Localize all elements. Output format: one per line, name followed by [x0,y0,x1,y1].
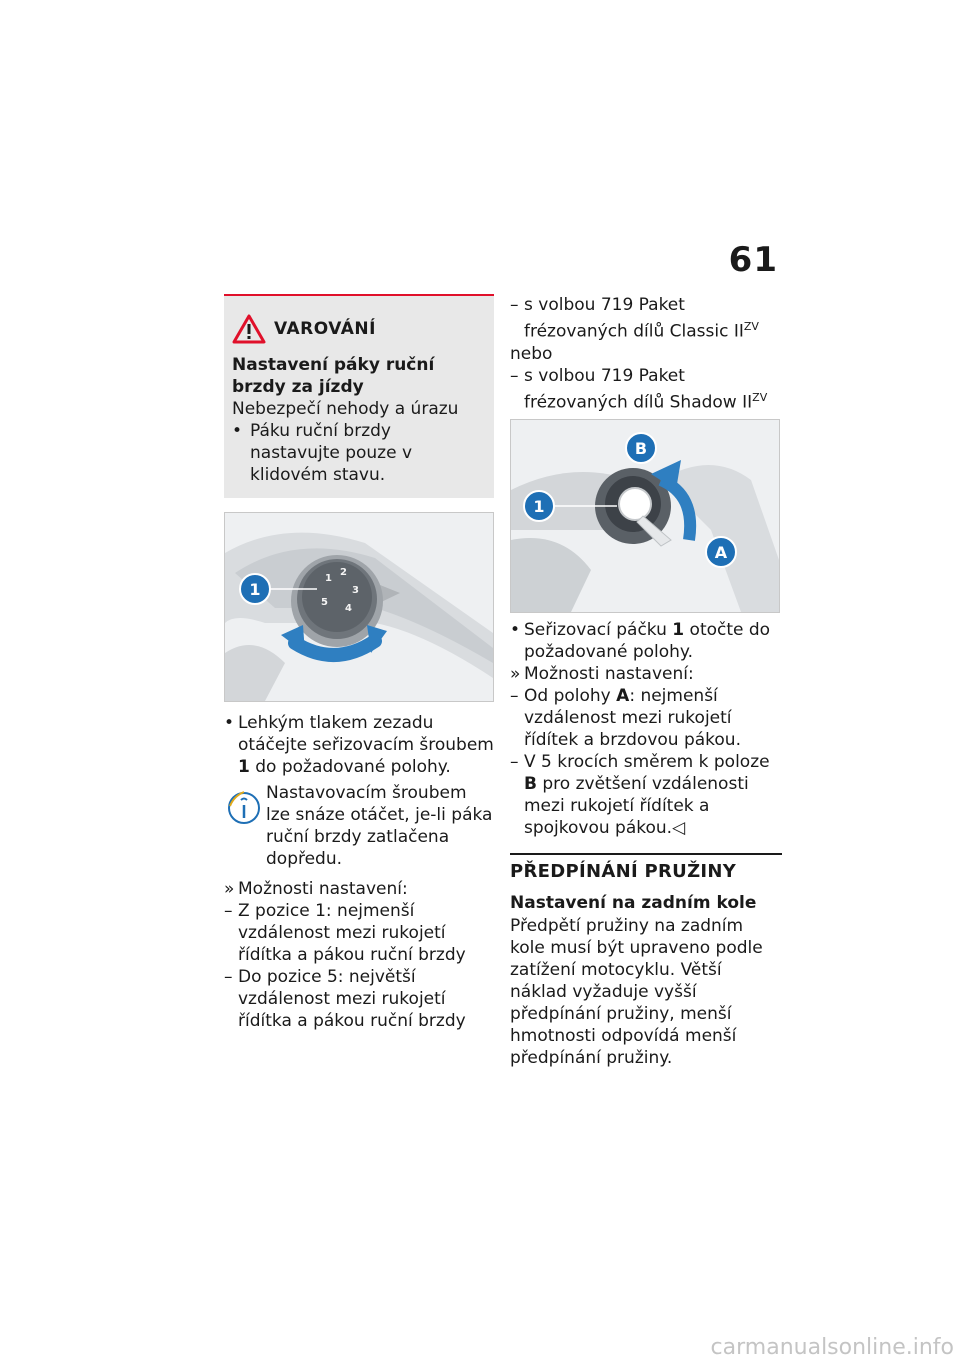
watermark: carmanualsonline.info [710,1335,954,1360]
warning-instruction [232,420,484,486]
dial-number-3: 3 [352,585,359,596]
brake-lever-illustration [225,513,493,701]
figure2-callout-a: A [714,543,728,563]
bullet-mark: • [232,421,243,441]
right-column [510,294,782,1069]
result-mark: » [224,879,235,899]
variant1-text: s volbou 719 Paket frézovaných dílů Classic II [524,295,744,342]
dash-mark: – [510,686,519,707]
step-ref: 1 [672,620,685,641]
result-text-right: Možnosti nastavení: [524,664,694,685]
warning-subtitle: Nastavení páky ruční brzdy za jízdy [232,355,435,397]
opt2-text-a: V 5 krocích směrem k poloze [524,752,770,773]
bullet-mark: • [510,620,521,641]
figure2-callout-b: B [634,439,648,459]
dial-number-1: 1 [325,573,332,584]
info-note [224,782,494,870]
variant-classic [510,294,782,343]
option-position-5 [224,966,494,1032]
opt1-text-b: : nejmenší vzdálenost mezi rukojetí řídítek a brzdovou pákou. [524,686,741,751]
result-mark: » [510,664,521,685]
dash-mark: – [510,295,519,315]
variant-shadow [510,365,782,414]
step-turn-lever [510,619,782,663]
dash-mark: – [224,901,233,921]
end-mark: ◁ [672,818,686,839]
option-position-1 [224,900,494,966]
dial-number-5: 5 [321,597,328,608]
section-title: PŘEDPÍNÁNÍ PRUŽINY [510,861,737,883]
section-body: Předpětí pružiny na zadním kole musí být upraveno podle zatížení motocyklu. Větší náklad vyžaduje vyšší předpínání pružiny, menší hmotnosti odpovídá menší předpínání pružiny. [510,916,763,1069]
info-icon [224,786,264,826]
figure-adjusting-lever [510,419,780,613]
bullet-mark: • [224,713,235,733]
warning-title: VAROVÁNÍ [274,319,376,339]
step-text-a: Seřizovací páčku [524,620,667,641]
option2-text: Do pozice 5: největší vzdálenost mezi rukojetí řídítka a pákou ruční brzdy [238,967,466,1031]
warning-hazard: Nebezpečí nehody a úrazu [232,399,459,419]
step1-ref: 1 [238,757,250,777]
warning-header [232,314,484,344]
result-options-right [510,663,782,685]
section-subtitle: Nastavení na zadním kole [510,893,757,914]
warning-instruction-text: Páku ruční brzdy nastavujte pouze v klidovém stavu. [250,421,413,485]
section-spring-preload [510,853,782,1069]
option-to-b [510,751,782,839]
dial-number-2: 2 [340,567,347,578]
step-text-b: otočte do požadované polohy. [524,620,771,663]
adjusting-lever-illustration [511,420,779,612]
dash-mark: – [224,967,233,987]
result-text: Možnosti nastavení: [238,879,408,899]
left-column [224,294,494,1032]
dash-mark: – [510,365,519,386]
option1-text: Z pozice 1: nejmenší vzdálenost mezi rukojetí řídítka a pákou ruční brzdy [238,901,466,965]
variant1-sup: ZV [743,320,759,333]
dial-number-4: 4 [345,603,352,614]
figure-brake-lever-dial [224,512,494,702]
variant-or: nebo [510,343,553,364]
warning-triangle-icon [232,314,266,344]
step1-text-a: Lehkým tlakem zezadu otáčejte seřizovacím šroubem [238,713,494,755]
figure2-callout-1: 1 [533,497,545,517]
opt2-ref: B [524,774,537,795]
page-number: 61 [728,240,778,280]
opt1-text-a: Od polohy [524,686,611,707]
variant2-sup: ZV [752,390,768,404]
info-text: Nastavovacím šroubem lze snáze otáčet, je-li páka ruční brzdy zatlačena dopředu. [266,783,493,869]
dash-mark: – [510,752,519,773]
figure1-callout-1: 1 [249,580,261,599]
warning-box [224,294,494,498]
variant2-text: s volbou 719 Paket frézovaných dílů Shadow II [524,365,753,413]
opt2-text-b: pro zvětšení vzdálenosti mezi rukojetí řídítek a spojkovou pákou. [524,774,749,839]
option-from-a [510,685,782,751]
result-options [224,878,494,900]
step1-text-b: do požadované polohy. [255,757,451,777]
step-turn-screw [224,712,494,778]
opt1-ref: A [616,686,630,707]
